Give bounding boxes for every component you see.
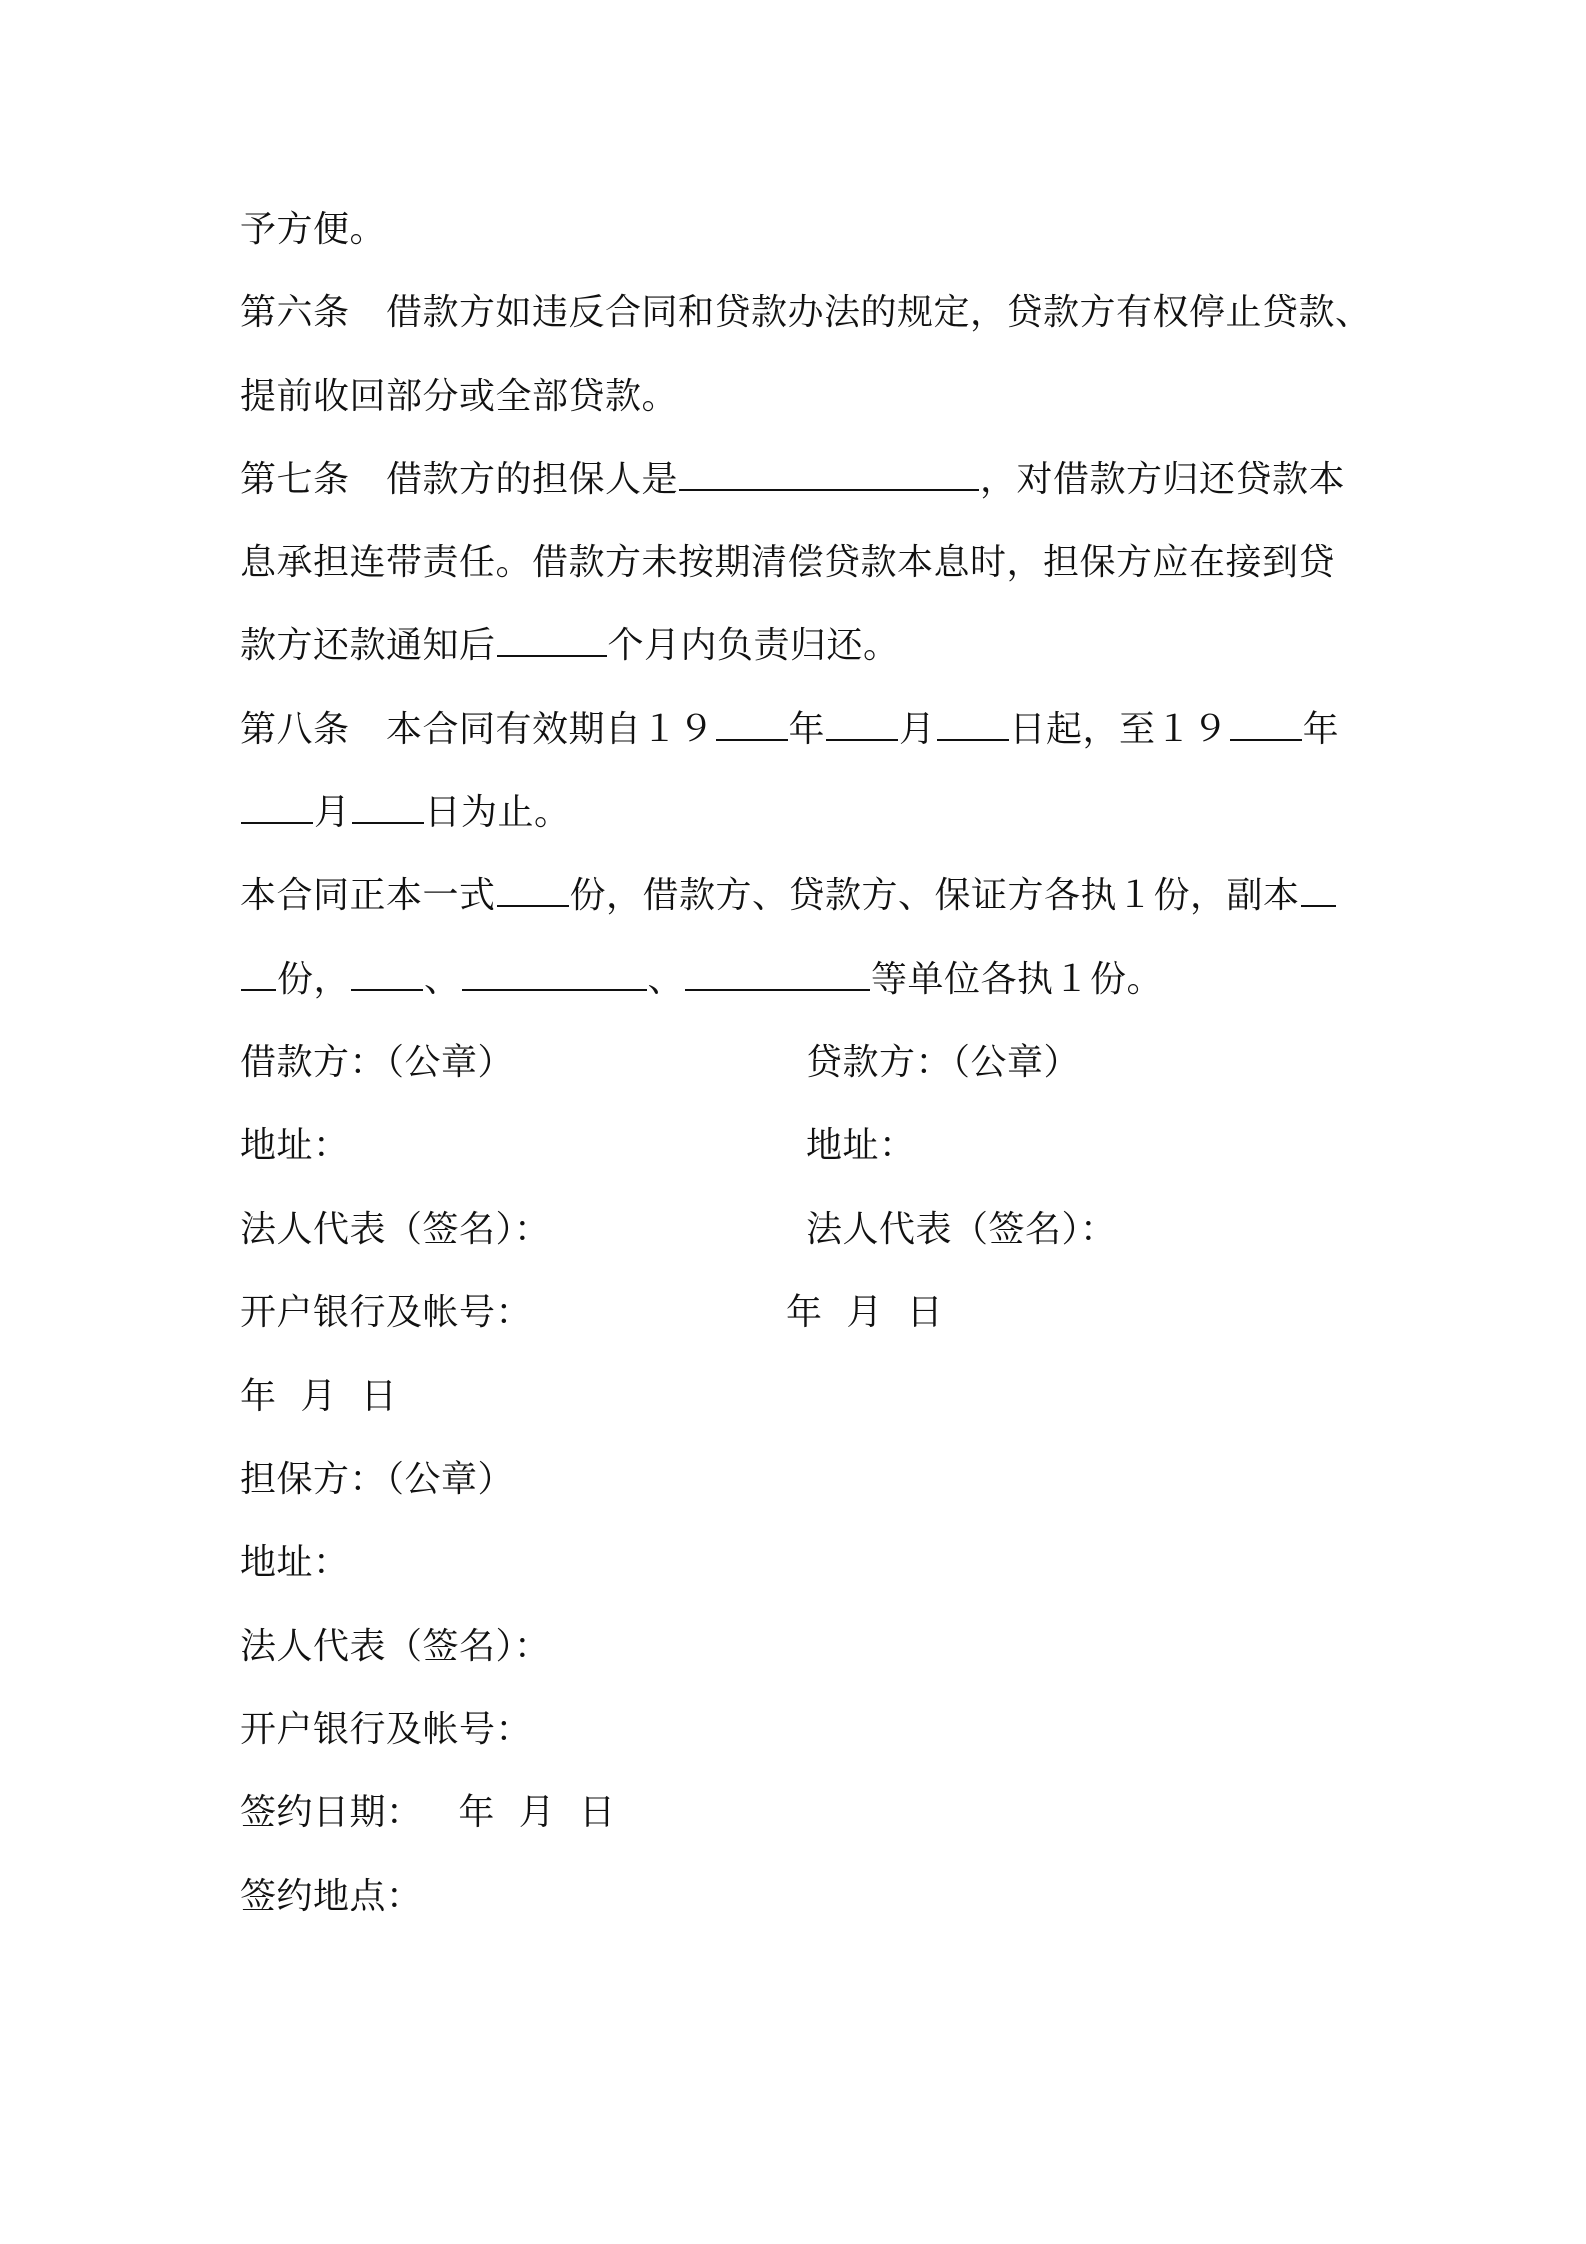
borrower-legal-rep-label: 法人代表（签名）： xyxy=(240,1209,551,1250)
article-8-line-1 xyxy=(240,705,1339,755)
article-7-text-b: ，对借款方归还贷款本 xyxy=(980,459,1346,500)
start-year-blank xyxy=(716,705,788,741)
lender-seal-label: 贷款方：（公章） xyxy=(806,1042,1081,1083)
article-8-text-d: 日起，至１９ xyxy=(1009,709,1229,750)
guarantor-seal-label: 担保方：（公章） xyxy=(240,1459,515,1500)
unit-blank-2 xyxy=(462,955,647,991)
lender-date-label: 年 月 日 xyxy=(786,1292,944,1333)
copies-text-c: 份， xyxy=(277,959,351,1000)
article-7-line-2: 息承担连带责任。借款方未按期清偿贷款本息时，担保方应在接到贷 xyxy=(240,542,1336,583)
article-7-text-d: 个月内负责归还。 xyxy=(607,625,900,666)
article-7-text-c: 款方还款通知后 xyxy=(240,625,496,666)
copies-line-1 xyxy=(240,871,1337,921)
guarantor-name-blank xyxy=(679,455,979,491)
signing-date-label: 签约日期： 年 月 日 xyxy=(240,1792,616,1833)
article-6-line-2: 提前收回部分或全部贷款。 xyxy=(240,376,679,417)
unit-blank-3 xyxy=(685,955,870,991)
copies-text-a: 本合同正本一式 xyxy=(240,875,496,916)
borrower-bank-account-label: 开户银行及帐号： xyxy=(240,1292,533,1333)
lender-legal-rep-label: 法人代表（签名）： xyxy=(806,1209,1117,1250)
article-8-text-g: 日为止。 xyxy=(424,792,571,833)
copies-text-e: 、 xyxy=(647,959,685,1000)
article-8-text-e: 年 xyxy=(1302,709,1340,750)
guarantor-address-label: 地址： xyxy=(240,1542,350,1583)
article-7-line-3 xyxy=(240,621,900,671)
months-blank xyxy=(497,621,607,657)
start-month-blank xyxy=(826,705,898,741)
copies-line-2 xyxy=(240,955,1163,1005)
copies-text-b: 份，借款方、贷款方、保证方各执１份，副本 xyxy=(569,875,1300,916)
article-8-text-f: 月 xyxy=(314,792,351,833)
article-8-line-2 xyxy=(240,788,571,838)
copies-text-f: 等单位各执１份。 xyxy=(871,959,1164,1000)
guarantor-bank-account-label: 开户银行及帐号： xyxy=(240,1709,533,1750)
end-year-blank xyxy=(1230,705,1302,741)
borrower-date-label: 年 月 日 xyxy=(240,1376,398,1417)
lender-address-label: 地址： xyxy=(806,1125,916,1166)
text-line-1: 予方便。 xyxy=(240,209,387,250)
article-7-text-a: 第七条 借款方的担保人是 xyxy=(240,459,679,500)
borrower-address-label: 地址： xyxy=(240,1125,350,1166)
article-6-line-1: 第六条 借款方如违反合同和贷款办法的规定，贷款方有权停止贷款、 xyxy=(240,292,1372,333)
unit-blank-1 xyxy=(351,955,423,991)
article-8-text-a: 第八条 本合同有效期自１９ xyxy=(240,709,715,750)
guarantor-legal-rep-label: 法人代表（签名）： xyxy=(240,1626,551,1667)
end-month-blank xyxy=(241,788,313,824)
borrower-seal-label: 借款方：（公章） xyxy=(240,1042,515,1083)
signing-place-label: 签约地点： xyxy=(240,1876,423,1917)
article-7-line-1 xyxy=(240,455,1345,505)
originals-count-blank xyxy=(497,871,569,907)
article-8-text-b: 年 xyxy=(788,709,826,750)
duplicates-count-blank-b xyxy=(241,955,276,991)
article-8-text-c: 月 xyxy=(899,709,936,750)
start-day-blank xyxy=(937,705,1009,741)
duplicates-count-blank-a xyxy=(1301,871,1336,907)
copies-text-d: 、 xyxy=(424,959,461,1000)
end-day-blank xyxy=(352,788,424,824)
